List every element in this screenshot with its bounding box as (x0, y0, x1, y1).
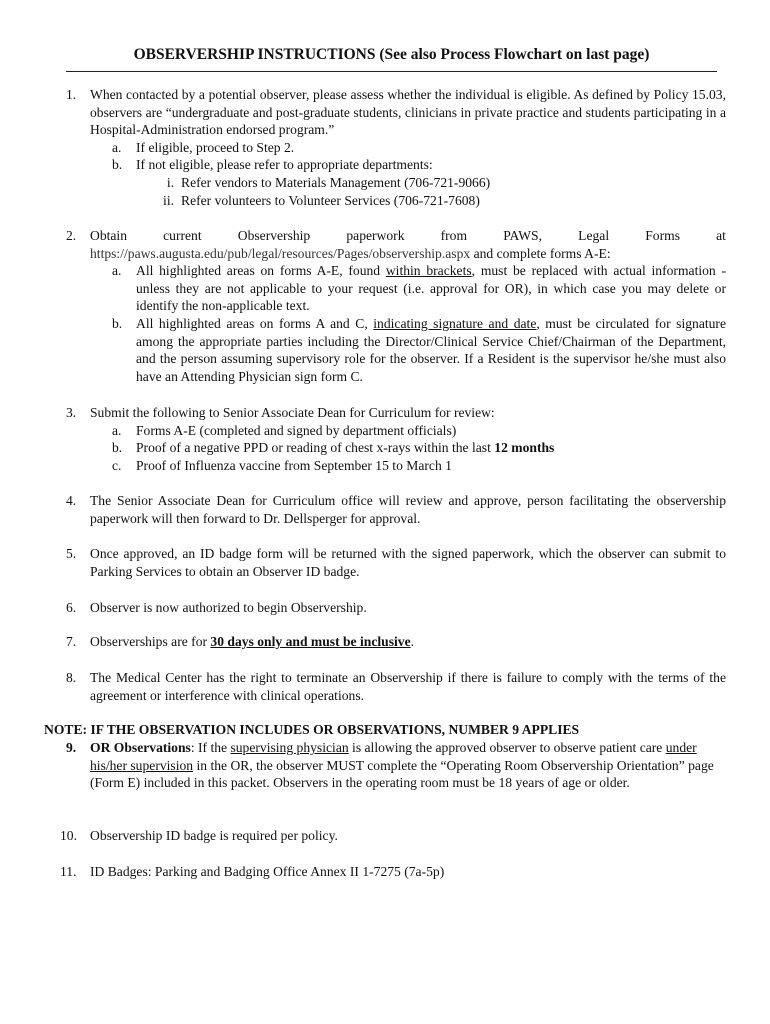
sub-item-1b-ii (90, 192, 726, 210)
item-number: 8. (66, 670, 77, 685)
word: PAWS, (503, 228, 543, 243)
word: Observership (237, 228, 311, 243)
word: current (163, 228, 202, 243)
item-text-part: . (410, 634, 415, 649)
item-text: ID Badges: Parking and Badging Office Annex II 1-7275 (7a-5p) (90, 864, 445, 879)
sub-item-2b (90, 315, 726, 385)
item-number: 5. (66, 546, 77, 561)
sub-item-2a (90, 262, 726, 315)
underlined-text: within brackets (385, 263, 472, 279)
word: paperwork (346, 228, 405, 243)
or-note-heading: NOTE: IF THE OBSERVATION INCLUDES OR OBSERVATIONS, NUMBER 9 APPLIES (44, 722, 580, 737)
sub-item-text: Proof of a negative PPD or reading of chest x-rays within the last (136, 440, 495, 456)
paws-forms-link[interactable]: https://paws.augusta.edu/pub/legal/resources/Pages/observership.aspx (90, 245, 471, 261)
sub-item-label: a. (112, 422, 122, 438)
item-number: 6. (66, 600, 77, 615)
item-text: The Senior Associate Dean for Curriculum office will review and approve, person facilitating the observership paperwork will then forward to Dr. Dellsperger for approval. (90, 493, 726, 526)
page-title: OBSERVERSHIP INSTRUCTIONS (See also Process Flowchart on last page) (133, 46, 650, 63)
item-text-part: is allowing the approved observer to observe patient care (348, 740, 666, 755)
sub-item-text: , must be replaced with actual information - unless they are not applicable to your request (i.e. approval for OR), in which case you may delete or identify the non-applicable text. (136, 263, 726, 314)
instruction-item-9 (66, 739, 726, 792)
item-text: Submit the following to Senior Associate Dean for Curriculum for review: (90, 405, 495, 420)
bold-text: OR Observations (90, 740, 191, 755)
instruction-item-5 (66, 545, 726, 580)
item-text-part: in the OR, the observer MUST complete the “Operating Room Observership Orientation” page (Form E) included in this packet. Observers in the operating room must be 18 years of age or older. (90, 757, 714, 791)
item-number: 10. (60, 828, 77, 843)
item-number: 4. (66, 493, 77, 508)
word: from (440, 228, 468, 243)
word: Obtain (90, 228, 127, 243)
item-text-line2 (90, 245, 726, 263)
sub-item-label: b. (112, 440, 123, 456)
sub-item-1b-i (90, 174, 726, 192)
item-text (90, 739, 726, 792)
word: Legal (578, 228, 610, 243)
item-number: 1. (66, 87, 77, 102)
word: Forms (645, 228, 680, 243)
item-number: 11. (60, 864, 77, 879)
item-number: 3. (66, 405, 77, 420)
item-text: The Medical Center has the right to terminate an Observership if there is failure to comply with the terms of the agreement or interference with clinical operations. (90, 670, 726, 703)
sub-item-3c (90, 457, 726, 475)
instruction-item-10 (60, 827, 726, 845)
item-text: Observership ID badge is required per policy. (90, 828, 338, 843)
instruction-item-1 (66, 86, 726, 209)
item-text (90, 633, 726, 651)
item-number: 9. (66, 740, 77, 755)
sub-item-text: If eligible, proceed to Step 2. (136, 139, 295, 155)
item-text: Observer is now authorized to begin Observership. (90, 600, 367, 615)
underlined-text: indicating signature and date (373, 315, 537, 331)
instruction-item-4 (66, 492, 726, 527)
instruction-item-3 (66, 404, 726, 474)
sub-item-text: All highlighted areas on forms A-E, found (136, 263, 386, 279)
sub-item-text: Proof of Influenza vaccine from September 15 to March 1 (136, 457, 452, 473)
sub-item-label: a. (112, 263, 122, 279)
sub-item-text: Forms A-E (completed and signed by department officials) (136, 422, 457, 438)
item-text-line1 (90, 227, 726, 245)
sub-item-label: b. (112, 157, 123, 173)
item-text-part: : If the (190, 740, 231, 755)
sub-item-text: Refer vendors to Materials Management (706-721-9066) (181, 174, 491, 190)
item-text: Once approved, an ID badge form will be returned with the signed paperwork, which the observer can submit to Parking Services to obtain an Observer ID badge. (90, 546, 726, 579)
item-text-part: Observerships are for (90, 634, 211, 649)
sub-item-3b (90, 439, 726, 457)
item-text: When contacted by a potential observer, please assess whether the individual is eligible. As defined by Policy 15.03, observers are “undergraduate and post-graduate students, clinicians in private practice and students participating in a Hospital-Administration endorsed program.” (90, 87, 726, 138)
item-number: 2. (66, 228, 77, 243)
instruction-item-11 (60, 863, 726, 881)
title-divider (66, 71, 717, 72)
sub-item-label: a. (112, 139, 122, 155)
sub-item-label: ii. (163, 192, 174, 208)
instruction-item-2 (66, 227, 726, 385)
sub-item-label: c. (112, 457, 122, 473)
sub-item-1b (90, 156, 726, 174)
instruction-item-7 (66, 633, 726, 651)
sub-item-1a (90, 139, 726, 157)
sub-item-text: , must be circulated for signature among the appropriate parties including the Director/Clinical Service Chief/Chairman of the Department, and the person assuming supervisory role for the observer. If a Resident is the supervisor he/she must also have an Attending Physician sign form C. (136, 315, 726, 384)
bold-underlined-text: 30 days only and must be inclusive (210, 634, 411, 649)
word: at (716, 228, 726, 243)
sub-item-3a (90, 422, 726, 440)
sub-item-text: If not eligible, please refer to appropriate departments: (136, 157, 433, 173)
underlined-text: under his/her supervision (90, 740, 697, 773)
instruction-item-8 (66, 669, 726, 704)
underlined-text: supervising physician (230, 740, 349, 755)
item-number: 7. (66, 634, 77, 649)
instruction-item-6 (66, 599, 726, 617)
sub-item-text: All highlighted areas on forms A and C, (136, 315, 374, 331)
sub-item-text: Refer volunteers to Volunteer Services (706-721-7608) (181, 192, 480, 208)
sub-item-label: b. (112, 315, 123, 331)
item-text: and complete forms A-E: (470, 245, 611, 261)
bold-text: 12 months (494, 440, 555, 456)
sub-item-label: i. (166, 174, 174, 190)
